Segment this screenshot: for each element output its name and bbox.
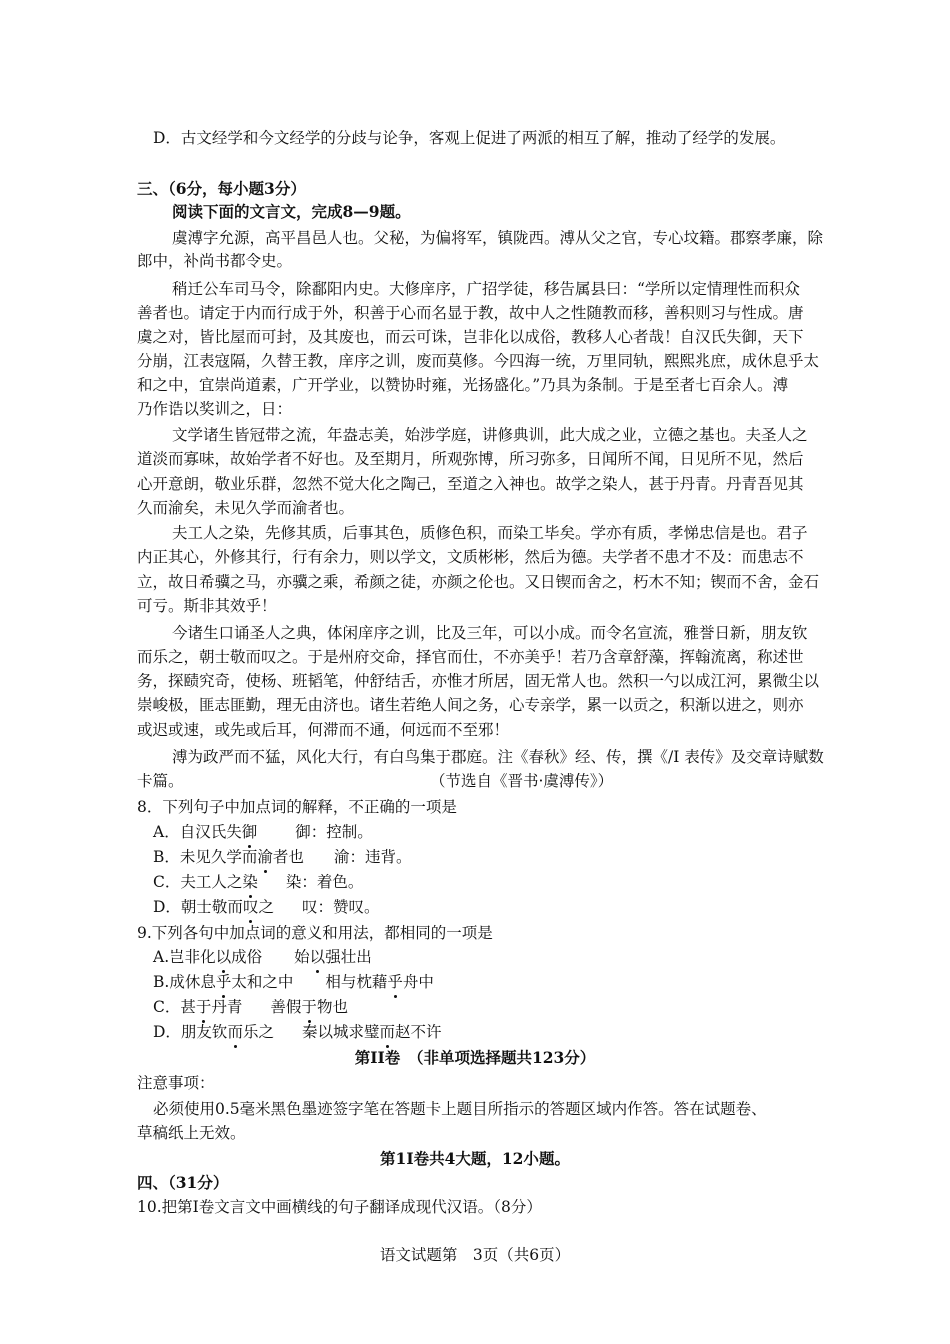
passage-line: 虞之对，皆比屋而可封，及其废也，而云可诛，岂非化以成俗，教移人心者哉！自汉氏失御，天下 xyxy=(137,328,804,346)
source-note: （节选自《晋书·虞溥传》） xyxy=(430,772,614,790)
passage-line: 虞溥字允源，高平昌邑人也。父秘，为偏将军，镇陇西。溥从父之官，专心坟籍。郡察孝廉，除 xyxy=(172,229,824,247)
q8-option-b: B．未见久学而渝者也 渝：违背。 xyxy=(153,848,412,866)
q8-option-c: C．夫工人之染 染：着色。 xyxy=(153,873,364,891)
passage-line: 内正其心，外修其行，行有余力，则以学文，文质彬彬，然后为德。夫学者不患才不及：而患志不 xyxy=(137,548,804,566)
passage-line: 可亏。斯非其效乎！ xyxy=(137,597,277,615)
passage-line: 夫工人之染，先修其质，后事其色，质修色积，而染工毕矣。学亦有质，孝悌忠信是也。君子 xyxy=(172,524,808,542)
q9-option-b: B.成休息乎太和之中 相与枕藉乎舟中 xyxy=(153,973,434,991)
section4-heading: 四、（31分） xyxy=(137,1173,229,1192)
passage-line: 和之中，宜崇尚道素，广开学业，以赞协时雍，光扬盛化。”乃具为条制。于是至者七百余人。溥 xyxy=(137,376,789,394)
passage-line: 稍迁公车司马令，除鄱阳内史。大修庠序，广招学徒，移告属县曰：“学所以定情理性而积众 xyxy=(172,280,800,298)
q8-option-a: A．自汉氏失御 御：控制。 xyxy=(153,823,373,841)
passage-line: 卡篇。 xyxy=(137,772,184,790)
emphasis-dot: 而 xyxy=(227,1023,243,1041)
emphasis-dot: 于 xyxy=(301,998,317,1016)
passage-line: 郎中，补尚书都令史。 xyxy=(137,252,293,270)
passage-line: 立，故日希骥之马，亦骥之乘，希颜之徒，亦颜之伦也。又日锲而舍之，朽木不知；锲而不舍，金石 xyxy=(137,573,820,591)
passage-line: 而乐之，朝士敬而叹之。于是州府交命，择官而仕，不亦美乎！若乃含章舒藻，挥翰流离，称述世 xyxy=(137,648,804,666)
emphasis-dot: 以 xyxy=(215,948,232,966)
passage-line: 道淡而寡味，故始学者不好也。及至期月，所观弥博，所习弥多，日闻所不闻，日见所不见，然后 xyxy=(137,450,804,468)
passage-line: 文学诸生皆冠带之流，年盎志美，始涉学庭，讲修典训，此大成之业，立德之基也。夫圣人之 xyxy=(172,426,808,444)
volume2-summary: 第1I卷共4大题，12小题。 xyxy=(380,1149,570,1168)
passage-line: 务，探赜究奇，使杨、班韬笔，仲舒结舌，亦惟才所居，固无常人也。然积一勺以成江河，累微尘以 xyxy=(137,672,820,690)
notice-label: 注意事项： xyxy=(137,1074,215,1092)
q9-option-d: D．朋友钦而乐之 秦以城求璧而赵不许 xyxy=(153,1023,442,1041)
q9-option-c: C．甚于丹青 善假于物也 xyxy=(153,998,348,1016)
q10-stem: 10.把第Ⅰ卷文言文中画横线的句子翻译成现代汉语。（8分） xyxy=(137,1198,542,1216)
section3-instruction: 阅读下面的文言文，完成8—9题。 xyxy=(172,202,411,221)
passage-line: 崇峻极，匪志匪勤，理无由济也。诸生若绝人间之务，心专亲学，累一以贡之，积渐以进之，则亦 xyxy=(137,696,804,714)
passage-line: 或迟或速，或先或后耳，何滞而不通，何远而不至邪！ xyxy=(137,721,510,739)
notice-line: 必须使用0.5毫米黑色墨迹签字笔在答题卡上题目所指示的答题区域内作答。答在试题卷、 xyxy=(153,1100,767,1118)
emphasis-dot: 以 xyxy=(309,948,326,966)
q7-option-d: D．古文经学和今文经学的分歧与论争，客观上促进了两派的相互了解，推动了经学的发展。 xyxy=(153,129,786,147)
section3-heading: 三、（6分，每小题3分） xyxy=(137,179,306,198)
passage-line: 久而渝矣，未见久学而渝者也。 xyxy=(137,499,355,517)
passage-line: 溥为政严而不猛，风化大行，有白鸟集于郡庭。注《春秋》经、传，撰《/I 表传》及交章诗赋数 xyxy=(172,748,824,766)
emphasis-dot: 叹 xyxy=(242,898,259,916)
emphasis-dot: 而 xyxy=(379,1023,395,1041)
q9-option-a: A.岂非化以成俗 始以强壮出 xyxy=(153,948,372,966)
passage-line: 今诸生口诵圣人之典，体闲庠序之训，比及三年，可以小成。而令名宣流，雅誉日新，朋友钦 xyxy=(172,624,808,642)
emphasis-dot: 染 xyxy=(242,873,258,891)
emphasis-dot: 乎 xyxy=(387,973,403,991)
passage-line: 心开意朗，敬业乐群，忽然不觉大化之陶己，至道之入神也。故学之染人，甚于丹青。丹青吾见其 xyxy=(137,475,804,493)
q8-option-d: D．朝士敬而叹之 叹：赞叹。 xyxy=(153,898,380,916)
volume2-title: 第II卷 （非单项选择题共123分） xyxy=(354,1048,596,1067)
emphasis-dot: 御 xyxy=(241,823,258,841)
emphasis-dot: 渝 xyxy=(257,848,273,866)
q9-stem: 9.下列各句中加点词的意义和用法，都相同的一项是 xyxy=(137,924,493,942)
emphasis-dot: 于 xyxy=(195,998,212,1016)
q8-stem: 8．下列句子中加点词的解释，不正确的一项是 xyxy=(137,798,457,816)
emphasis-dot: 乎 xyxy=(215,973,232,991)
passage-line: 分崩，江表寇隔，久替王教，庠序之训，废而莫修。今四海一统，万里同轨，熙熙兆庶，成休息乎太 xyxy=(137,352,820,370)
passage-line: 善者也。请定于内而行成于外，积善于心而名显于教，故中人之性随教而移，善积则习与性成。唐 xyxy=(137,304,804,322)
passage-line: 乃作诰以奖训之，日： xyxy=(137,400,293,418)
notice-line: 草稿纸上无效。 xyxy=(137,1124,246,1142)
page-footer: 语文试题第 3页（共6页） xyxy=(379,1246,571,1264)
